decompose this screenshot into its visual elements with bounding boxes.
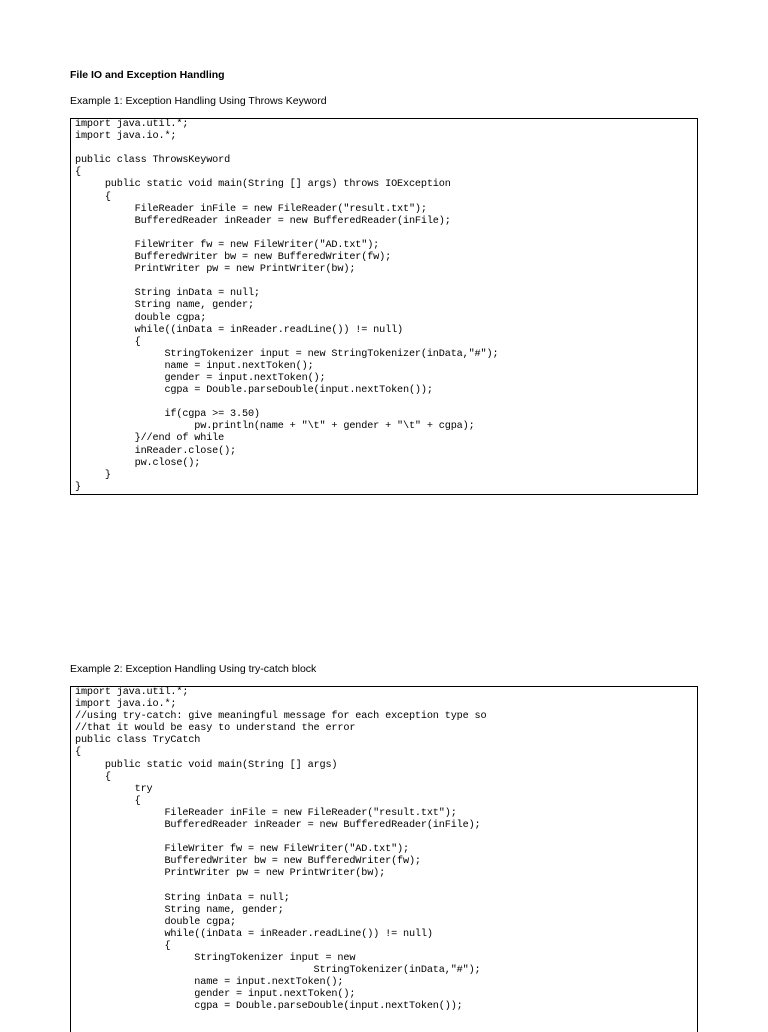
code-line: {	[75, 167, 81, 179]
code-line: String inData = null;	[75, 288, 260, 300]
code-line: FileReader inFile = new FileReader("result.txt");	[75, 203, 427, 215]
code-line: }//end of while	[75, 433, 225, 445]
code-line: while((inData = inReader.readLine()) != null)	[75, 928, 433, 940]
example1-code-box	[70, 118, 698, 495]
code-line: }	[75, 469, 111, 481]
code-line	[75, 276, 697, 288]
code-line: inReader.close();	[75, 445, 237, 457]
example1-code-listing	[71, 119, 697, 494]
code-line: BufferedReader inReader = new BufferedReader(inFile);	[75, 820, 481, 832]
code-line: {	[75, 747, 81, 759]
code-line: StringTokenizer(inData,"#");	[75, 965, 481, 977]
code-line: public class TryCatch	[75, 735, 201, 747]
code-line: import java.util.*;	[75, 687, 189, 698]
code-line: gender = input.nextToken();	[75, 989, 356, 1001]
code-line: {	[75, 191, 111, 203]
code-line: FileWriter fw = new FileWriter("AD.txt");	[75, 844, 409, 856]
code-line: {	[75, 940, 171, 952]
code-line: {	[75, 336, 141, 348]
code-line	[75, 881, 697, 893]
code-line: if(cgpa >= 3.50)	[75, 409, 260, 421]
code-line: String name, gender;	[75, 904, 284, 916]
code-line: PrintWriter pw = new PrintWriter(bw);	[75, 868, 386, 880]
code-line: pw.println(name + "\t" + gender + "\t" + cgpa);	[75, 421, 475, 433]
code-line: try	[75, 783, 153, 795]
code-line: String name, gender;	[75, 300, 254, 312]
code-line: BufferedWriter bw = new BufferedWriter(fw);	[75, 252, 392, 264]
code-line: {	[75, 795, 141, 807]
code-line: import java.io.*;	[75, 131, 177, 143]
code-line	[75, 832, 697, 844]
code-line: cgpa = Double.parseDouble(input.nextToken());	[75, 385, 433, 397]
code-line: double cgpa;	[75, 916, 237, 928]
code-line	[75, 397, 697, 409]
code-line: FileWriter fw = new FileWriter("AD.txt");	[75, 239, 380, 251]
document-title: File IO and Exception Handling	[70, 69, 225, 81]
code-line: while((inData = inReader.readLine()) != null)	[75, 324, 403, 336]
code-line: //using try-catch: give meaningful message for each exception type so	[75, 711, 487, 723]
code-line: public static void main(String [] args)	[75, 759, 338, 771]
code-line: import java.io.*;	[75, 699, 177, 711]
code-line: //that it would be easy to understand the error	[75, 723, 356, 735]
code-line: PrintWriter pw = new PrintWriter(bw);	[75, 264, 356, 276]
code-line: FileReader inFile = new FileReader("result.txt");	[75, 807, 457, 819]
code-line: pw.close();	[75, 457, 201, 469]
code-line: import java.util.*;	[75, 119, 189, 130]
code-line: cgpa = Double.parseDouble(input.nextToken());	[75, 1001, 463, 1013]
code-line	[75, 143, 697, 155]
example1-heading: Example 1: Exception Handling Using Throws Keyword	[70, 95, 327, 107]
code-line: public static void main(String [] args) throws IOException	[75, 179, 451, 191]
code-line: gender = input.nextToken();	[75, 372, 326, 384]
example2-heading: Example 2: Exception Handling Using try-catch block	[70, 663, 317, 675]
code-line: name = input.nextToken();	[75, 360, 314, 372]
code-line: StringTokenizer input = new StringTokenizer(inData,"#");	[75, 348, 499, 360]
code-line: StringTokenizer input = new	[75, 953, 356, 965]
code-line: String inData = null;	[75, 892, 290, 904]
code-line: BufferedWriter bw = new BufferedWriter(fw);	[75, 856, 421, 868]
code-line: double cgpa;	[75, 312, 207, 324]
code-line: name = input.nextToken();	[75, 977, 344, 989]
code-line: }	[75, 481, 81, 493]
code-line: BufferedReader inReader = new BufferedReader(inFile);	[75, 215, 451, 227]
example2-code-box	[70, 686, 698, 1032]
code-line: {	[75, 771, 111, 783]
code-line	[75, 228, 697, 240]
code-line: public class ThrowsKeyword	[75, 155, 231, 167]
example2-code-listing	[71, 687, 697, 1014]
